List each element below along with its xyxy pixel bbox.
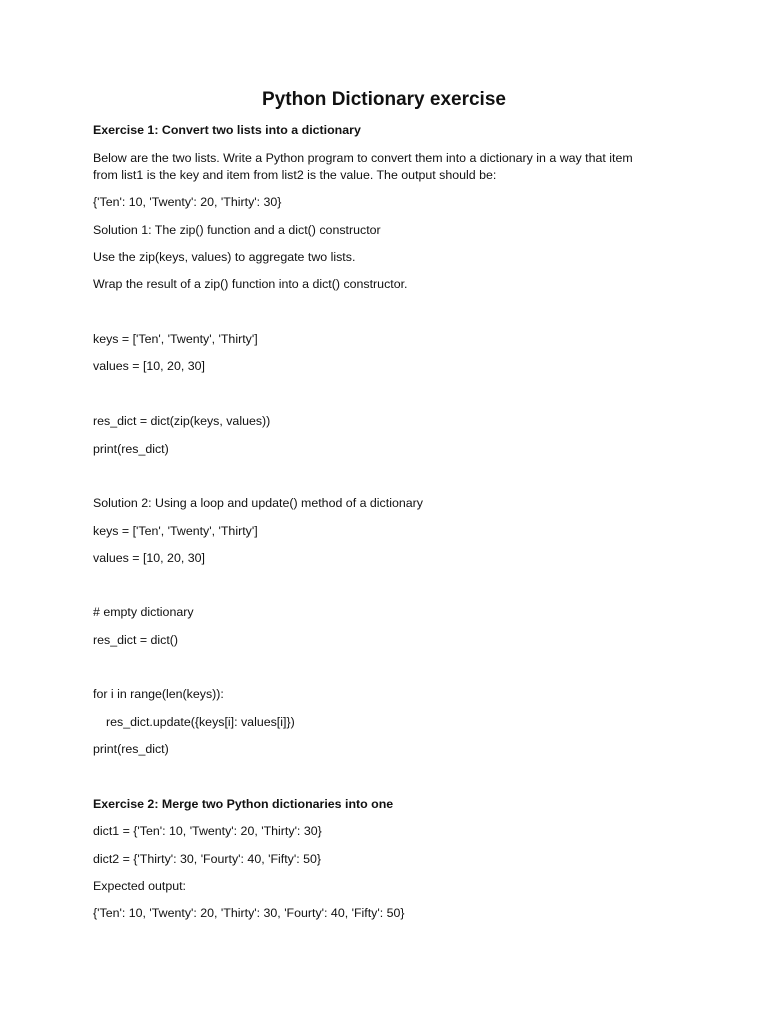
solution-1-code-print: print(res_dict)	[93, 442, 169, 456]
exercise-2-heading: Exercise 2: Merge two Python dictionaries into one	[93, 797, 394, 811]
exercise-1-heading: Exercise 1: Convert two lists into a dictionary	[93, 123, 361, 137]
exercise-1-expected-output: {'Ten': 10, 'Twenty': 20, 'Thirty': 30}	[93, 195, 282, 209]
exercise-1-description-line-2: from list1 is the key and item from list2 is the value. The output should be:	[93, 168, 497, 182]
solution-1-step-1: Use the zip(keys, values) to aggregate two lists.	[93, 250, 356, 264]
solution-1-code-values: values = [10, 20, 30]	[93, 359, 205, 373]
solution-2-heading: Solution 2: Using a loop and update() method of a dictionary	[93, 496, 423, 510]
solution-2-code-print: print(res_dict)	[93, 742, 169, 756]
solution-2-code-update: res_dict.update({keys[i]: values[i]})	[106, 715, 295, 729]
solution-1-code-keys: keys = ['Ten', 'Twenty', 'Thirty']	[93, 332, 258, 346]
solution-2-code-values: values = [10, 20, 30]	[93, 551, 205, 565]
solution-2-code-for-loop: for i in range(len(keys)):	[93, 687, 224, 701]
solution-2-code-comment: # empty dictionary	[93, 605, 194, 619]
exercise-2-dict1: dict1 = {'Ten': 10, 'Twenty': 20, 'Thirty': 30}	[93, 824, 322, 838]
solution-2-code-res-dict: res_dict = dict()	[93, 633, 179, 647]
exercise-1-description-line-1: Below are the two lists. Write a Python program to convert them into a dictionary in a way that item	[93, 151, 633, 165]
solution-1-step-2: Wrap the result of a zip() function into a dict() constructor.	[93, 277, 408, 291]
exercise-2-expected-label: Expected output:	[93, 879, 186, 893]
exercise-2-expected-output: {'Ten': 10, 'Twenty': 20, 'Thirty': 30, 'Fourty': 40, 'Fifty': 50}	[93, 906, 405, 920]
solution-1-heading: Solution 1: The zip() function and a dict() constructor	[93, 223, 381, 237]
exercise-2-dict2: dict2 = {'Thirty': 30, 'Fourty': 40, 'Fifty': 50}	[93, 852, 322, 866]
solution-1-code-res-dict: res_dict = dict(zip(keys, values))	[93, 414, 271, 428]
page-title: Python Dictionary exercise	[262, 89, 506, 110]
solution-2-code-keys: keys = ['Ten', 'Twenty', 'Thirty']	[93, 524, 258, 538]
